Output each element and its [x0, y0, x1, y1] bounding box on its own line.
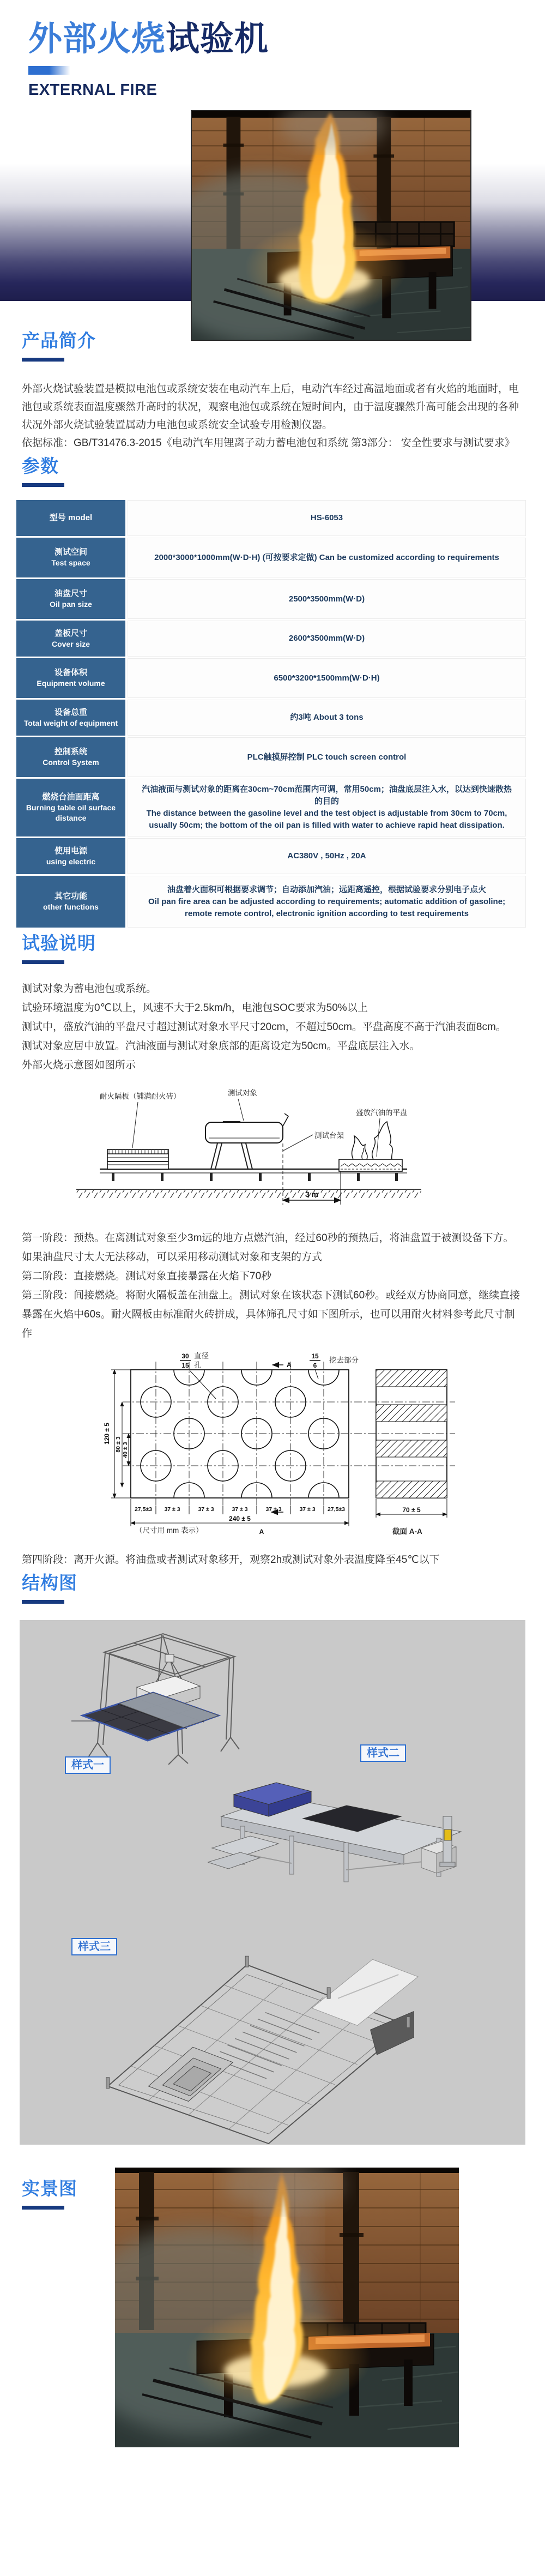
- svg-text:37 ± 3: 37 ± 3: [299, 1506, 316, 1513]
- hero-fire-illustration: [192, 111, 470, 340]
- table-row: [16, 737, 526, 777]
- param-value-cell: [128, 700, 526, 736]
- test-paragraph: 测试对象应居中放置。汽油液面与测试对象底部的距离设定为50cm。平盘底层注入水。: [22, 1040, 420, 1052]
- heading-underline: [22, 2206, 64, 2210]
- param-label-cell: [16, 876, 125, 928]
- param-label-cell: [16, 579, 125, 619]
- param-label-cn: 控制系统: [54, 747, 87, 757]
- intro-heading: 产品简介: [22, 330, 96, 351]
- param-value: 2500*3500mm(W·D): [288, 594, 365, 604]
- section-parameters: [22, 452, 523, 928]
- param-label-en: Burning table oil surface distance: [26, 803, 116, 823]
- table-row: [16, 621, 526, 657]
- test-paragraph: 试验环境温度为0℃以上，风速不大于2.5km/h，电池包SOC要求为50%以上: [22, 1002, 368, 1014]
- cad-bench-style2: [208, 1766, 475, 1900]
- param-label-cell: [16, 737, 125, 777]
- schematic-pan-label: 盛放汽油的平盘: [356, 1109, 408, 1117]
- real-heading: 实景图: [22, 2178, 77, 2199]
- page-title: [28, 20, 545, 58]
- svg-text:6: 6: [313, 1362, 317, 1370]
- param-label-cell: [16, 500, 125, 536]
- schematic-object-label: 测试对象: [228, 1089, 257, 1098]
- param-label-cn: 其它功能: [54, 892, 87, 901]
- test-stage4: [22, 1551, 523, 1569]
- param-label-cn: 型号 model: [49, 513, 93, 523]
- param-value: 约3吨 About 3 tons: [290, 713, 364, 723]
- svg-text:40 ± 3: 40 ± 3: [122, 1442, 129, 1458]
- stage-paragraph: 第一阶段：预热。在离测试对象至少3m远的地方点燃汽油，经过60秒的预热后，将油盘置于被测设备下方。如果油盘尺寸太大无法移动，可以采用移动测试对象和支架的方式: [22, 1232, 514, 1263]
- table-row: [16, 700, 526, 736]
- param-label-cn: 设备总重: [54, 707, 87, 717]
- table-row: [16, 579, 526, 619]
- param-label-en: Control System: [43, 758, 99, 767]
- param-value: PLC触摸屏控制 PLC touch screen control: [247, 752, 407, 762]
- hero-fire-test-photo: [191, 110, 471, 341]
- svg-text:孔: 孔: [194, 1361, 202, 1370]
- svg-text:27,5±3: 27,5±3: [327, 1506, 346, 1513]
- svg-text:120 ± 5: 120 ± 5: [103, 1423, 111, 1445]
- hero-banner: [0, 105, 545, 327]
- param-label-en: Equipment volume: [37, 679, 105, 688]
- page-subtitle: EXTERNAL FIRE: [28, 81, 158, 99]
- table-row: [16, 876, 526, 928]
- param-value-cell: [128, 838, 526, 874]
- table-row: [16, 658, 526, 698]
- test-paragraph: 测试对象为蓄电池包或系统。: [22, 983, 157, 995]
- param-value-cell: [128, 779, 526, 836]
- table-row: [16, 538, 526, 577]
- param-label-cn: 使用电源: [54, 846, 87, 856]
- param-label-cn: 油盘尺寸: [54, 589, 87, 599]
- accent-gradient-bar: [28, 66, 70, 75]
- param-value-en: Oil pan fire area can be adjusted according to requirements; automatic addition of gasoline; remote remote control, electronic ignition according to test requirements: [148, 896, 506, 918]
- param-value: HS-6053: [310, 513, 343, 523]
- param-label-cn: 设备体积: [54, 668, 87, 678]
- param-value: 2600*3500mm(W·D): [288, 634, 365, 643]
- firebrick-plate-diagram: [98, 1351, 480, 1536]
- svg-text:37 ± 3: 37 ± 3: [198, 1506, 214, 1513]
- svg-text:3 m: 3 m: [305, 1190, 319, 1199]
- param-value: 6500*3200*1500mm(W·D·H): [274, 673, 380, 683]
- section-real-scene: [0, 2168, 545, 2447]
- param-label-cn: 燃烧台油面距离: [42, 792, 100, 802]
- svg-text:240 ± 5: 240 ± 5: [229, 1515, 251, 1523]
- svg-text:37 ± 3: 37 ± 3: [265, 1506, 282, 1513]
- cad-platform-style3: [66, 1895, 447, 2145]
- svg-text:30: 30: [181, 1352, 189, 1361]
- section-test-description: [22, 929, 523, 1569]
- style1-badge: 样式一: [65, 1756, 111, 1774]
- style2-badge: 样式二: [360, 1744, 406, 1762]
- test-heading: 试验说明: [22, 933, 96, 954]
- test-text: [22, 979, 523, 1075]
- schematic-bench-label: 测试台架: [314, 1131, 344, 1140]
- param-label-en: Oil pan size: [50, 600, 92, 609]
- param-label-cell: [16, 538, 125, 577]
- test-paragraph: 外部火烧示意图如图所示: [22, 1060, 136, 1072]
- svg-text:80 ± 3: 80 ± 3: [115, 1436, 122, 1453]
- intro-standard-paragraph: 依据标准：GB/T31476.3-2015《电动汽车用锂离子动力蓄电池包和系统 第3部分： 安全性要求与测试要求》: [22, 437, 515, 449]
- param-label-cell: [16, 658, 125, 698]
- structure-cad-panel: [20, 1620, 525, 2145]
- heading-underline: [22, 960, 64, 964]
- svg-text:A: A: [259, 1528, 264, 1536]
- heading-underline: [22, 358, 64, 362]
- svg-text:37 ± 3: 37 ± 3: [164, 1506, 180, 1513]
- param-label-cn: 测试空间: [54, 547, 87, 557]
- page-title-rest: 试验机: [166, 20, 269, 58]
- param-value-cell: [128, 579, 526, 619]
- stage-paragraph: 第四阶段：离开火源。将油盘或者测试对象移开，观察2h或测试对象外表温度降至45℃以下: [22, 1554, 440, 1566]
- param-value-cell: [128, 538, 526, 577]
- svg-text:15: 15: [181, 1362, 189, 1370]
- svg-text:截面 A-A: 截面 A-A: [392, 1527, 422, 1536]
- param-label-cell: [16, 779, 125, 836]
- test-paragraph: 测试中，盛放汽油的平盘尺寸超过测试对象水平尺寸20cm，不超过50cm。平盘高度不高于汽油表面8cm。: [22, 1021, 506, 1033]
- param-label-en: Cover size: [51, 639, 90, 648]
- svg-text:37 ± 3: 37 ± 3: [232, 1506, 248, 1513]
- svg-text:A: A: [287, 1361, 292, 1369]
- param-value-cell: [128, 876, 526, 928]
- heading-underline: [22, 1600, 64, 1604]
- param-label-en: using electric: [46, 857, 96, 866]
- params-table: [16, 500, 526, 928]
- param-value-cell: [128, 737, 526, 777]
- table-row: [16, 838, 526, 874]
- svg-text:直径: 直径: [194, 1352, 209, 1361]
- intro-text: [22, 380, 523, 452]
- schematic-partition-label: 耐火隔板（铺满耐火砖）: [100, 1092, 181, 1101]
- param-value-cell: [128, 621, 526, 657]
- param-value: 2000*3000*1000mm(W·D·H) (可按要求定做) Can be customized according to requirements: [154, 552, 499, 562]
- real-fire-illustration: [115, 2168, 459, 2447]
- svg-text:挖去部分: 挖去部分: [329, 1356, 359, 1365]
- section-product-intro: [22, 327, 523, 452]
- param-value-cell: [128, 658, 526, 698]
- heading-underline: [22, 483, 64, 487]
- param-value-cell: [128, 500, 526, 536]
- section-structure: [22, 1569, 523, 1604]
- style3-badge: 样式三: [71, 1938, 117, 1955]
- param-label-cell: [16, 621, 125, 657]
- param-value: 汽油液面与测试对象的距离在30cm~70cm范围内可调，常用50cm；油盘底层注入水，以达到快速散热的目的: [142, 785, 512, 806]
- param-value-en: The distance between the gasoline level and the test object is adjustable from 30cm to 70cm, usually 50cm; the bottom of the oil pan is filled with water to achieve rapid heat dissipation.: [146, 809, 507, 830]
- param-value: AC380V , 50Hz , 20A: [287, 851, 366, 861]
- structure-heading: 结构图: [22, 1573, 77, 1593]
- params-heading: 参数: [22, 456, 59, 477]
- param-label-en: Test space: [51, 558, 90, 568]
- table-row: [16, 779, 526, 836]
- page-title-accent: 外部火烧: [28, 20, 166, 58]
- stage-paragraph: 第三阶段：间接燃烧。将耐火隔板盖在油盘上。测试对象在该状态下测试60秒。或经双方协商同意，继续直接暴露在火焰中60s。耐火隔板由标准耐火砖拼成，具体筛孔尺寸如下图所示，也可以用耐火材料参考此尺寸制作: [22, 1290, 520, 1340]
- real-fire-test-photo: [115, 2168, 459, 2447]
- real-heading-block: [22, 2175, 77, 2210]
- param-label-cell: [16, 700, 125, 736]
- svg-text:（尺寸用 mm 表示）: （尺寸用 mm 表示）: [135, 1526, 203, 1535]
- svg-text:70 ± 5: 70 ± 5: [402, 1506, 421, 1514]
- stage-paragraph: 第二阶段：直接燃烧。测试对象直接暴露在火焰下70秒: [22, 1271, 272, 1283]
- svg-text:27,5±3: 27,5±3: [134, 1506, 153, 1513]
- intro-paragraph: 外部火烧试验装置是模拟电池包或系统安装在电动汽车上后，电动汽车经过高温地面或者有火焰的地面时，电池包或系统表面温度骤然升高时的状况，观察电池包或系统在短时间内，由于温度骤然升高可能会出现的各种状况外部火烧试验装置属动力电池包或系统安全试验专用检测仪器。: [22, 383, 519, 431]
- param-label-cn: 盖板尺寸: [54, 628, 87, 638]
- param-label-en: Total weight of equipment: [23, 718, 118, 727]
- table-row: [16, 500, 526, 536]
- param-label-en: other functions: [43, 902, 99, 912]
- test-stages: [22, 1229, 523, 1343]
- param-label-cell: [16, 838, 125, 874]
- cad-gantry-style1: [71, 1628, 251, 1765]
- svg-text:15: 15: [311, 1352, 319, 1361]
- param-value: 油盘着火面积可根据要求调节；自动添加汽油；远距离遥控，根据试验要求分别电子点火: [167, 884, 486, 894]
- fire-test-schematic-diagram: [68, 1088, 428, 1216]
